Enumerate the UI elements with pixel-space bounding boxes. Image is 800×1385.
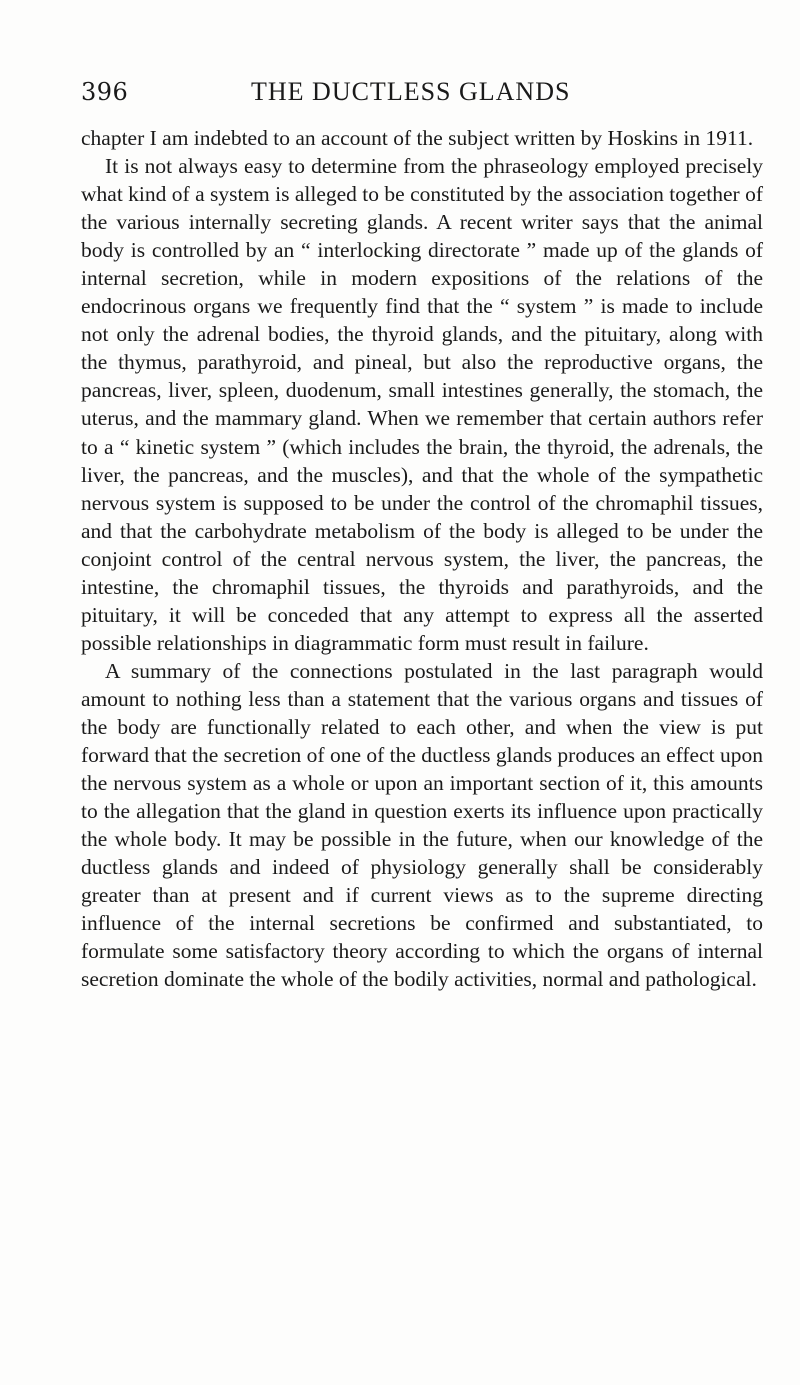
body-text bbox=[81, 124, 763, 993]
page-number: 396 bbox=[81, 78, 129, 106]
paragraph-continued: chapter I am indebted to an account of the subject written by Hoskins in 1911. bbox=[81, 126, 754, 150]
running-title: THE DUCTLESS GLANDS bbox=[251, 77, 571, 106]
paragraph-summary-connections: A summary of the connections postulated in the last paragraph would amount to nothing less than a statement that the various organs and tissues of the body are functionally related to each other, and when the view is put forward that the secretion of one of the ductless glands produces an effect upon the nervous system as a whole or upon an important section of it, this amounts to the allegation that the gland in question exerts its influence upon practically the whole body. It may be possible in the future, when our knowledge of the ductless glands and indeed of physiology generally shall be considerably greater than at present and if current views as to the supreme directing influence of the internal secretions be confirmed and substantiated, to formulate some satisfactory theory according to which the organs of internal secretion dominate the whole of the bodily activities, normal and pathological. bbox=[81, 658, 763, 992]
running-head bbox=[81, 74, 761, 110]
paragraph-system-phraseology: It is not always easy to determine from the phraseology employed precisely what kind of a system is alleged to be constituted by the association together of the various internally secreting glands. A recent writer says that the animal body is controlled by an “ interlocking directorate ” made up of the glands of internal secretion, while in modern expositions of the relations of the endocrinous organs we frequently find that the “ system ” is made to include not only the adrenal bodies, the thyroid glands, and the pituitary, along with the thymus, parathyroid, and pineal, but also the reproductive organs, the pancreas, liver, spleen, duodenum, small intestines generally, the stomach, the uterus, and the mammary gland. When we remember that certain authors refer to a “ kinetic system ” (which includes the brain, the thyroid, the adrenals, the liver, the pancreas, and the muscles), and that the whole of the sympathetic nervous system is supposed to be under the control of the chromaphil tissues, and that the carbohydrate metabolism of the body is alleged to be under the conjoint control of the central nervous system, the liver, the pancreas, the intestine, the chromaphil tissues, the thyroids and parathyroids, and the pituitary, it will be conceded that any attempt to express all the asserted possible relationships in diagrammatic form must result in failure. bbox=[81, 154, 763, 655]
